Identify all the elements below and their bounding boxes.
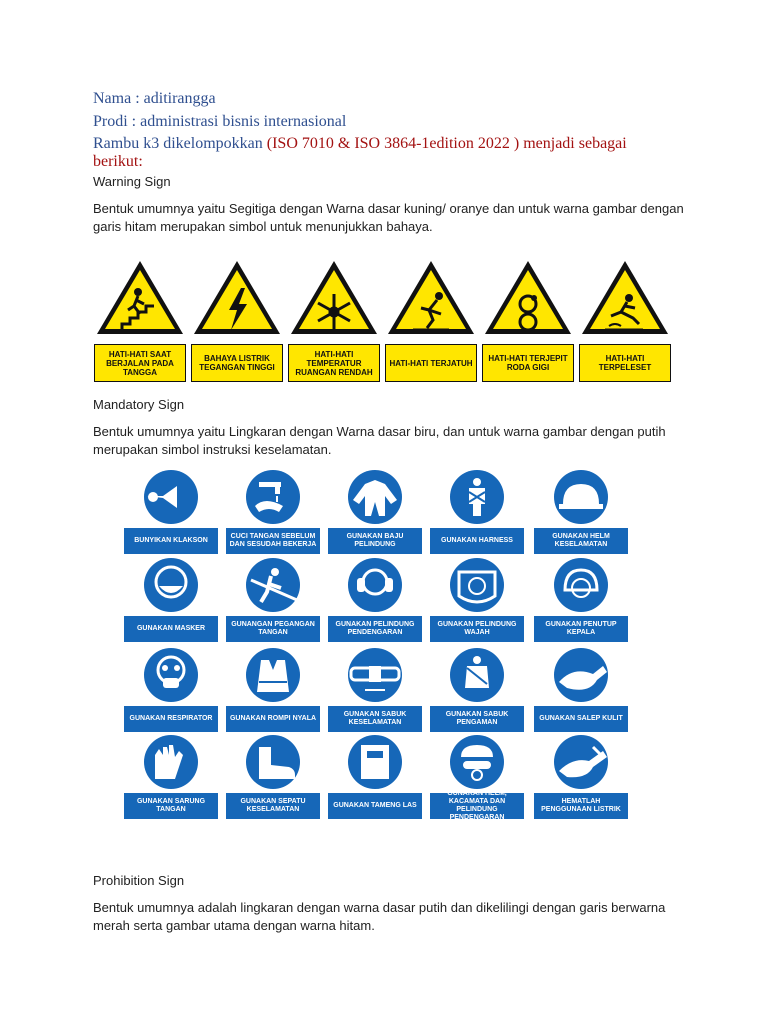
- mandatory-sign-label: GUNANGAN PEGANGAN TANGAN: [226, 616, 320, 642]
- horn-icon: [124, 470, 218, 528]
- mandatory-sign-label: GUNAKAN PELINDUNG WAJAH: [430, 616, 524, 642]
- mandatory-sign: [534, 735, 630, 819]
- mandatory-sign-label: GUNAKAN TAMENG LAS: [328, 793, 422, 819]
- ear-protection-icon: [328, 558, 422, 616]
- mandatory-sign: [124, 735, 220, 819]
- mandatory-sign: [226, 558, 322, 642]
- face-shield-icon: [430, 558, 524, 616]
- mandatory-signs: [94, 470, 642, 825]
- mandatory-sign-label: GUNAKAN PELINDUNG PENDENGARAN: [328, 616, 422, 642]
- mandatory-sign-label: GUNAKAN SEPATU KESELAMATAN: [226, 793, 320, 819]
- warning-sign: [482, 258, 574, 384]
- stairs-fall-icon: [94, 258, 186, 338]
- mandatory-sign-label: GUNAKAN RESPIRATOR: [124, 706, 218, 732]
- skin-cream-icon: [534, 648, 628, 706]
- mandatory-heading: Mandatory Sign: [93, 397, 185, 412]
- mandatory-sign: [124, 470, 220, 554]
- harness-icon: [430, 470, 524, 528]
- mandatory-sign: [226, 648, 322, 732]
- mandatory-sign: [226, 735, 322, 819]
- mandatory-sign: [430, 470, 526, 554]
- mandatory-sign-label: GUNAKAN SABUK PENGAMAN: [430, 706, 524, 732]
- warning-sign: [94, 258, 186, 384]
- wash-hands-icon: [226, 470, 320, 528]
- warning-sign: [191, 258, 283, 384]
- mandatory-sign-label: GUNAKAN ROMPI NYALA: [226, 706, 320, 732]
- warning-sign-label: HATI-HATI TERPELESET: [579, 344, 671, 382]
- warning-sign: [579, 258, 671, 384]
- mandatory-sign: [534, 648, 630, 732]
- helmet-goggles-ear-icon: [430, 735, 524, 793]
- snowflake-icon: [288, 258, 380, 338]
- mandatory-sign-label: GUNAKAN PENUTUP KEPALA: [534, 616, 628, 642]
- mandatory-sign-label: BUNYIKAN KLAKSON: [124, 528, 218, 554]
- mandatory-sign: [328, 470, 424, 554]
- respirator-icon: [124, 648, 218, 706]
- mandatory-sign: [534, 558, 630, 642]
- protective-suit-icon: [328, 470, 422, 528]
- mandatory-sign: [328, 558, 424, 642]
- warning-sign-label: HATI-HATI TERJEPIT RODA GIGI: [482, 344, 574, 382]
- safety-boot-icon: [226, 735, 320, 793]
- warning-sign-label: HATI-HATI TEMPERATUR RUANGAN RENDAH: [288, 344, 380, 382]
- warning-heading: Warning Sign: [93, 174, 171, 189]
- mandatory-sign: [430, 648, 526, 732]
- warning-sign: [385, 258, 477, 384]
- mandatory-sign: [430, 735, 526, 819]
- header-nama: Nama : aditirangga: [93, 90, 216, 107]
- gloves-icon: [124, 735, 218, 793]
- warning-sign-label: HATI-HATI SAAT BERJALAN PADA TANGGA: [94, 344, 186, 382]
- mandatory-sign-label: GUNAKAN HELM KESELAMATAN: [534, 528, 628, 554]
- mandatory-sign-label: GUNAKAN HELM, KACAMATA DAN PELINDUNG PENDENGARAN: [430, 793, 524, 819]
- save-electricity-icon: [534, 735, 628, 793]
- mandatory-sign-label: GUNAKAN SARUNG TANGAN: [124, 793, 218, 819]
- warning-sign-label: HATI-HATI TERJATUH: [385, 344, 477, 382]
- mandatory-sign-label: GUNAKAN SABUK KESELAMATAN: [328, 706, 422, 732]
- mandatory-description: Bentuk umumnya yaitu Lingkaran dengan Warna dasar biru, dan untuk warna gambar dengan putih merupakan simbol instruksi keselamatan.: [93, 424, 666, 457]
- slipping-person-icon: [579, 258, 671, 338]
- mandatory-sign: [226, 470, 322, 554]
- mandatory-sign-label: GUNAKAN MASKER: [124, 616, 218, 642]
- welding-shield-icon: [328, 735, 422, 793]
- mandatory-sign: [328, 648, 424, 732]
- mask-icon: [124, 558, 218, 616]
- falling-person-icon: [385, 258, 477, 338]
- header-rambu: [93, 135, 627, 153]
- mandatory-sign-label: HEMATLAH PENGGUNAAN LISTRIK: [534, 793, 628, 819]
- mandatory-sign: [534, 470, 630, 554]
- mandatory-sign-label: GUNAKAN BAJU PELINDUNG: [328, 528, 422, 554]
- prohibition-heading: Prohibition Sign: [93, 873, 185, 888]
- handrail-icon: [226, 558, 320, 616]
- mandatory-sign: [328, 735, 424, 819]
- safety-belt-icon: [328, 648, 422, 706]
- warning-sign-label: BAHAYA LISTRIK TEGANGAN TINGGI: [191, 344, 283, 382]
- lightning-icon: [191, 258, 283, 338]
- rambu-iso: (ISO 7010 & ISO 3864-1edition 2022 ) menjadi sebagai: [266, 135, 627, 152]
- helmet-icon: [534, 470, 628, 528]
- rambu-prefix: Rambu k3 dikelompokkan: [93, 135, 267, 152]
- prohibition-description: Bentuk umumnya adalah lingkaran dengan warna dasar putih dan dikelilingi dengan garis berwarna merah serta gambar utama dengan warna hitam.: [93, 900, 666, 933]
- warning-signs: [94, 258, 672, 384]
- mandatory-sign: [430, 558, 526, 642]
- header-rambu-cont: berikut:: [93, 153, 143, 170]
- seat-belt-icon: [430, 648, 524, 706]
- mandatory-sign-label: GUNAKAN HARNESS: [430, 528, 524, 554]
- mandatory-sign-label: CUCI TANGAN SEBELUM DAN SESUDAH BEKERJA: [226, 528, 320, 554]
- warning-description: Bentuk umumnya yaitu Segitiga dengan Warna dasar kuning/ oranye dan untuk warna gambar dengan garis hitam merupakan simbol untuk menunjukkan bahaya.: [93, 201, 684, 234]
- mandatory-sign-label: GUNAKAN SALEP KULIT: [534, 706, 628, 732]
- mandatory-sign: [124, 558, 220, 642]
- header-prodi: Prodi : administrasi bisnis internasional: [93, 113, 347, 130]
- safety-vest-icon: [226, 648, 320, 706]
- mandatory-sign: [124, 648, 220, 732]
- gear-pinch-icon: [482, 258, 574, 338]
- head-cover-icon: [534, 558, 628, 616]
- warning-sign: [288, 258, 380, 384]
